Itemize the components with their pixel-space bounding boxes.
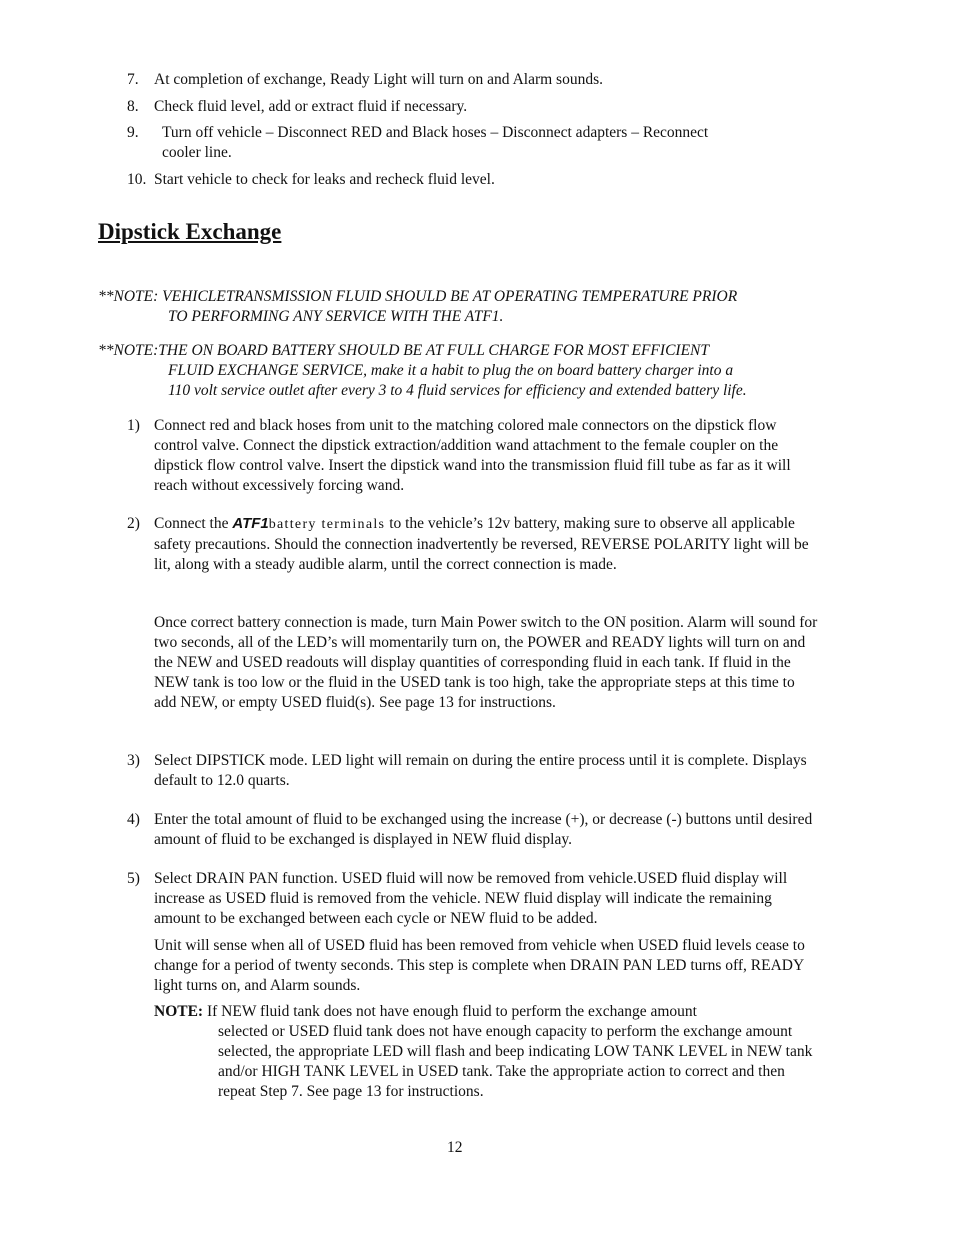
section-heading: Dipstick Exchange bbox=[98, 219, 282, 244]
note-line: If NEW fluid tank does not have enough fluid to perform the exchange amount bbox=[203, 1003, 697, 1020]
note-continuation: selected or USED fluid tank does not have enough capacity to perform the exchange amount selected, the appropriate LED will flash and beep indicating LOW TANK LEVEL in NEW tank and/or HIGH TANK LEVEL in USED tank. Take the appropriate action to correct and then repeat Step 7. See page 13 for instructions. bbox=[218, 1023, 813, 1100]
step-text: Enter the total amount of fluid to be exchanged using the increase (+), or decrease (-) buttons until desired amount of fluid to be exchanged is displayed in NEW fluid display. bbox=[154, 811, 813, 848]
list-item: At completion of exchange, Ready Light will turn on and Alarm sounds. bbox=[154, 71, 603, 88]
step-text: Select DIPSTICK mode. LED light will remain on during the entire process until it is complete. Displays default to 12.0 quarts. bbox=[154, 752, 807, 789]
step-number: 1) bbox=[127, 417, 140, 434]
note-battery-charge bbox=[98, 341, 838, 401]
note-line: TO PERFORMING ANY SERVICE WITH THE ATF1. bbox=[168, 308, 504, 325]
step-text: Connect red and black hoses from unit to the matching colored male connectors on the dipstick flow control valve. Connect the dipstick extraction/addition wand attachment to the female coupler on the dipstick flow control valve. Insert the dipstick wand into the transmission fluid fill tube as far as it will reach without excessively forcing wand. bbox=[154, 417, 791, 494]
list-number: 8. bbox=[127, 98, 139, 115]
note-line: FLUID EXCHANGE SERVICE, make it a habit to plug the on board battery charger into a bbox=[168, 362, 734, 379]
step-text-post: to the vehicle’s 12v battery, making sure to observe all applicable safety precautions. Should the connection inadvertently be reversed, REVERSE POLARITY light will be lit, along with a steady audible alarm, until the correct connection is made. bbox=[154, 515, 809, 573]
list-item-continuation: cooler line. bbox=[162, 144, 232, 161]
step-paragraph: Unit will sense when all of USED fluid has been removed from vehicle when USED fluid levels cease to change for a period of twenty seconds. This step is complete when DRAIN PAN LED turns off, READY light turns on, and Alarm sounds. bbox=[154, 937, 805, 994]
note-line: 110 volt service outlet after every 3 to 4 fluid services for efficiency and extended battery life. bbox=[168, 382, 747, 399]
list-item: Check fluid level, add or extract fluid if necessary. bbox=[154, 98, 468, 115]
step-note bbox=[154, 1002, 818, 1102]
page-number: 12 bbox=[447, 1139, 463, 1156]
brand-name: ATF1 bbox=[232, 515, 269, 532]
note-line: **NOTE: VEHICLETRANSMISSION FLUID SHOULD BE AT OPERATING TEMPERATURE PRIOR bbox=[98, 288, 738, 305]
spaced-text: battery terminals bbox=[268, 517, 386, 532]
note-label: NOTE: bbox=[154, 1003, 204, 1020]
note-operating-temperature bbox=[98, 287, 828, 327]
step-text: Select DRAIN PAN function. USED fluid will now be removed from vehicle.USED fluid display will increase as USED fluid is removed from the vehicle. NEW fluid display will indicate the remaining amount to be exchanged between each cycle or NEW fluid to be added. bbox=[154, 870, 788, 927]
list-number: 9. bbox=[127, 124, 139, 141]
step-number: 5) bbox=[127, 870, 140, 887]
step-text-pre: Connect the bbox=[154, 515, 233, 532]
step-number: 2) bbox=[127, 515, 140, 532]
step-number: 4) bbox=[127, 811, 140, 828]
list-item: Start vehicle to check for leaks and recheck fluid level. bbox=[154, 171, 495, 188]
list-number: 7. bbox=[127, 71, 139, 88]
list-item: Turn off vehicle – Disconnect RED and Black hoses – Disconnect adapters – Reconnect bbox=[162, 124, 709, 141]
note-line: **NOTE:THE ON BOARD BATTERY SHOULD BE AT FULL CHARGE FOR MOST EFFICIENT bbox=[98, 342, 709, 359]
step-paragraph: Once correct battery connection is made, turn Main Power switch to the ON position. Alarm will sound for two seconds, all of the LED’s will momentarily turn on, the POWER and READY lights will turn on and the NEW and USED readouts will display quantities of corresponding fluid in each tank. If fluid in the NEW tank is too low or the fluid in the USED tank is too high, take the appropriate steps at this time to add NEW, or empty USED fluid(s). See page 13 for instructions. bbox=[154, 614, 818, 711]
list-number: 10. bbox=[127, 171, 147, 188]
step-number: 3) bbox=[127, 752, 140, 769]
step-text bbox=[154, 514, 818, 575]
